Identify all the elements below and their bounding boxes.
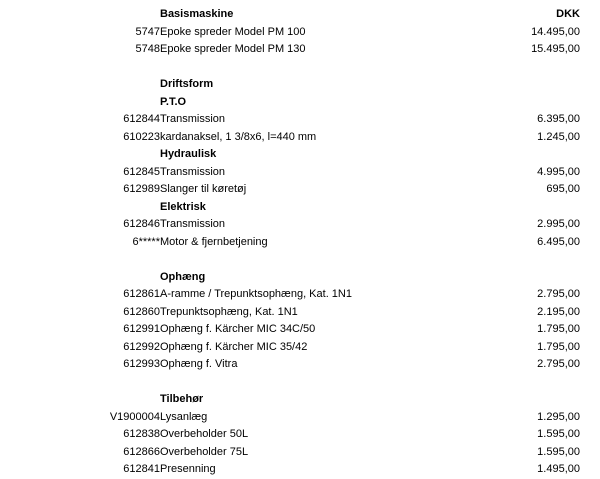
item-price: 695,00 [546, 183, 580, 195]
table-row [0, 146, 600, 164]
table-row [0, 94, 600, 112]
item-code [0, 199, 160, 217]
item-code: 612841 [123, 463, 160, 475]
item-code [0, 269, 160, 287]
row-padding [580, 391, 600, 409]
item-price: 4.995,00 [537, 165, 580, 178]
section-heading: P.T.O [160, 95, 187, 108]
item-code: 6***** [132, 235, 160, 248]
currency-header: DKK [556, 8, 580, 20]
item-code: 612838 [123, 428, 160, 440]
item-code: 612866 [123, 445, 160, 458]
table-row [0, 164, 600, 182]
item-description: Slanger til køretøj [160, 183, 247, 195]
row-padding [580, 339, 600, 357]
row-padding [580, 76, 600, 94]
row-padding [580, 356, 600, 374]
item-description: A-ramme / Trepunktsophæng, Kat. 1N1 [160, 288, 352, 300]
row-padding [580, 251, 600, 269]
item-description: Trepunktsophæng, Kat. 1N1 [160, 305, 298, 318]
table-row [0, 129, 600, 147]
item-code: V1900004 [109, 410, 160, 423]
item-description: Ophæng f. Kärcher MIC 34C/50 [160, 323, 316, 335]
item-description: Ophæng f. Kärcher MIC 35/42 [160, 340, 308, 353]
item-code: 612991 [123, 323, 160, 335]
item-description [160, 251, 450, 269]
row-padding [580, 111, 600, 129]
item-code [0, 94, 160, 112]
spacer-row [0, 251, 600, 269]
table-row [0, 216, 600, 234]
table-row [0, 391, 600, 409]
table-row [0, 181, 600, 199]
item-description: kardanaksel, 1 3/8x6, l=440 mm [160, 130, 317, 143]
spacer-row [0, 374, 600, 392]
table-row [0, 41, 600, 59]
item-price: 1.795,00 [537, 323, 580, 335]
row-padding [580, 199, 600, 217]
item-price [450, 146, 580, 164]
item-price [450, 94, 580, 112]
table-row [0, 304, 600, 322]
row-padding [580, 164, 600, 182]
row-padding [580, 216, 600, 234]
row-padding [580, 94, 600, 112]
item-price: 1.245,00 [537, 130, 580, 143]
item-price [450, 374, 580, 392]
item-code: 5747 [135, 25, 160, 38]
item-price: 1.295,00 [537, 410, 580, 423]
price-list-body [0, 6, 600, 479]
item-code: 610223 [123, 130, 160, 143]
item-description: Overbeholder 75L [160, 445, 249, 458]
row-padding [580, 181, 600, 199]
item-description: Transmission [160, 218, 225, 230]
item-description: Epoke spreder Model PM 100 [160, 25, 306, 38]
item-code [0, 76, 160, 94]
item-code: 612861 [123, 288, 160, 300]
row-padding [580, 321, 600, 339]
item-code: 612993 [123, 358, 160, 370]
table-row [0, 321, 600, 339]
item-description: Ophæng f. Vitra [160, 358, 238, 370]
table-row [0, 339, 600, 357]
section-heading: Elektrisk [160, 200, 206, 213]
item-code: 612846 [123, 218, 160, 230]
item-description: Transmission [160, 113, 225, 125]
item-price: 6.495,00 [537, 235, 580, 248]
table-row [0, 111, 600, 129]
section-heading: Basismaskine [160, 8, 234, 20]
item-code [0, 6, 160, 24]
row-padding [580, 461, 600, 479]
item-price [450, 269, 580, 287]
table-row [0, 24, 600, 42]
item-price: 1.595,00 [537, 445, 580, 458]
item-code: 612989 [123, 183, 160, 195]
item-price [450, 199, 580, 217]
item-code [0, 59, 160, 77]
item-price: 1.495,00 [537, 463, 580, 475]
row-padding [580, 6, 600, 24]
item-price [450, 391, 580, 409]
item-price [450, 59, 580, 77]
section-heading: Ophæng [160, 270, 206, 283]
row-padding [580, 129, 600, 147]
item-code: 5748 [135, 43, 160, 55]
row-padding [580, 59, 600, 77]
table-row [0, 76, 600, 94]
row-padding [580, 409, 600, 427]
item-description: Motor & fjernbetjening [160, 235, 268, 248]
table-row [0, 234, 600, 252]
item-code [0, 146, 160, 164]
table-row [0, 409, 600, 427]
row-padding [580, 426, 600, 444]
table-row [0, 356, 600, 374]
item-price: 2.195,00 [537, 305, 580, 318]
row-padding [580, 444, 600, 462]
item-code: 612860 [123, 305, 160, 318]
row-padding [580, 234, 600, 252]
row-padding [580, 374, 600, 392]
item-price: 15.495,00 [531, 43, 580, 55]
item-price [450, 76, 580, 94]
row-padding [580, 24, 600, 42]
item-price: 1.795,00 [537, 340, 580, 353]
row-padding [580, 41, 600, 59]
item-price: 2.995,00 [537, 218, 580, 230]
row-padding [580, 286, 600, 304]
item-description [160, 59, 450, 77]
table-row [0, 269, 600, 287]
item-code [0, 374, 160, 392]
item-price: 1.595,00 [537, 428, 580, 440]
item-price: 6.395,00 [537, 113, 580, 125]
item-description: Epoke spreder Model PM 130 [160, 43, 306, 55]
row-padding [580, 146, 600, 164]
item-description [160, 374, 450, 392]
item-description: Lysanlæg [160, 410, 208, 423]
item-code: 612844 [123, 113, 160, 125]
item-description: Overbeholder 50L [160, 428, 249, 440]
item-code: 612992 [123, 340, 160, 353]
item-code [0, 251, 160, 269]
section-heading: Driftsform [160, 78, 214, 90]
section-heading: Hydraulisk [160, 148, 217, 160]
item-code [0, 391, 160, 409]
item-price: 14.495,00 [531, 25, 580, 38]
table-row [0, 6, 600, 24]
row-padding [580, 304, 600, 322]
table-row [0, 461, 600, 479]
section-heading: Tilbehør [160, 393, 204, 405]
table-row [0, 199, 600, 217]
item-price: 2.795,00 [537, 288, 580, 300]
item-code: 612845 [123, 165, 160, 178]
table-row [0, 444, 600, 462]
table-row [0, 286, 600, 304]
price-list-table [0, 6, 600, 479]
row-padding [580, 269, 600, 287]
item-description: Presenning [160, 463, 216, 475]
spacer-row [0, 59, 600, 77]
item-price: 2.795,00 [537, 358, 580, 370]
item-price [450, 251, 580, 269]
table-row [0, 426, 600, 444]
item-description: Transmission [160, 165, 225, 178]
